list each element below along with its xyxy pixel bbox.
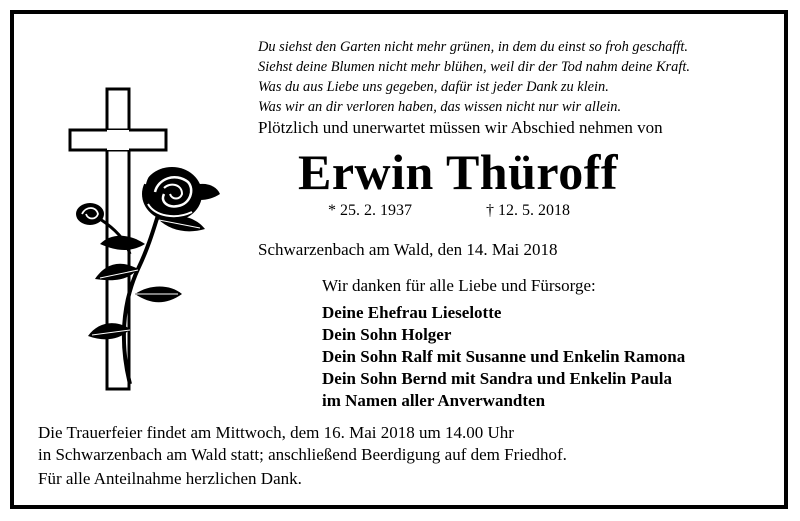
cross-with-rose-icon xyxy=(60,84,230,404)
family-member: Deine Ehefrau Lieselotte xyxy=(322,303,502,322)
family-member: Dein Sohn Holger xyxy=(322,325,452,344)
thanks-text: Wir danken für alle Liebe und Fürsorge: xyxy=(322,276,596,295)
birth-date: * 25. 2. 1937 xyxy=(328,202,412,219)
poem-line: Siehst deine Blumen nicht mehr blühen, weil dir der Tod nahm deine Kraft. xyxy=(258,59,690,75)
closing-text: Für alle Anteilnahme herzlichen Dank. xyxy=(38,469,302,488)
poem-line: Du siehst den Garten nicht mehr grünen, in dem du einst so froh geschafft. xyxy=(258,39,688,55)
family-member: Dein Sohn Bernd mit Sandra und Enkelin Paula xyxy=(322,369,673,388)
family-member: im Namen aller Anverwandten xyxy=(322,391,546,410)
poem-line: Was wir an dir verloren haben, das wissen nicht nur wir allein. xyxy=(258,99,622,115)
poem xyxy=(258,37,778,117)
death-date: † 12. 5. 2018 xyxy=(486,202,570,219)
funeral-line: in Schwarzenbach am Wald statt; anschließend Beerdigung auf dem Friedhof. xyxy=(38,445,567,464)
poem-line: Was du aus Liebe uns gegeben, dafür ist jeder Dank zu klein. xyxy=(258,79,609,95)
family-member: Dein Sohn Ralf mit Susanne und Enkelin Ramona xyxy=(322,347,686,366)
intro-text: Plötzlich und unerwartet müssen wir Abschied nehmen von xyxy=(258,118,663,137)
family-list xyxy=(322,302,685,412)
funeral-line: Die Trauerfeier findet am Mittwoch, dem 16. Mai 2018 um 14.00 Uhr xyxy=(38,423,514,442)
funeral-info xyxy=(38,422,567,466)
deceased-name: Erwin Thüroff xyxy=(298,144,619,200)
place-date: Schwarzenbach am Wald, den 14. Mai 2018 xyxy=(258,240,558,259)
